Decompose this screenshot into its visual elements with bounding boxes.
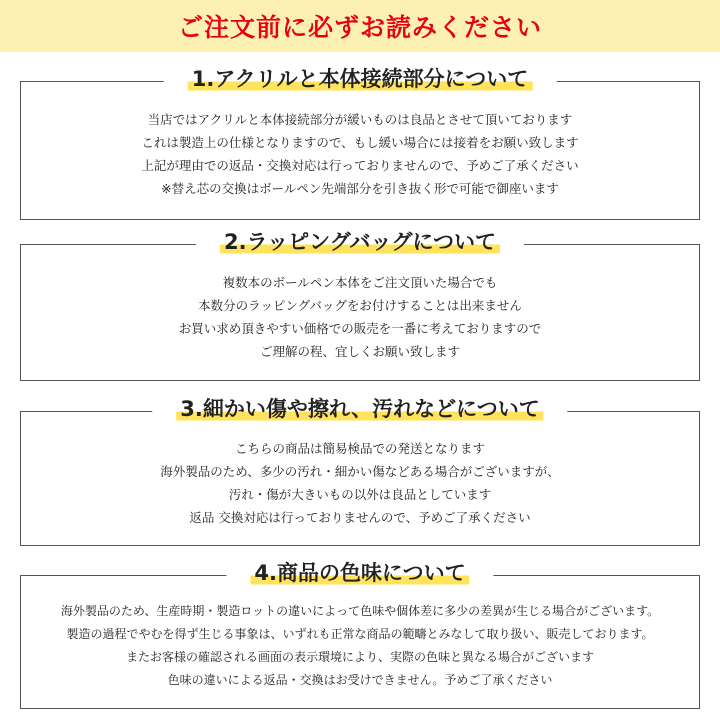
section-heading-text: 2.ラッピングバッグについて [220,226,500,256]
section-acrylic-connection [20,63,700,220]
section-scratches-dirt [20,393,700,546]
section-heading [196,226,524,256]
body-line: これは製造上の仕様となりますので、もし緩い場合には接着をお願い致します [141,135,579,150]
body-line: 海外製品のため、多少の汚れ・細かい傷などある場合がございますが、 [160,464,560,479]
body-line: 上記が理由での返品・交換対応は行っておりませんので、予めご了承ください [141,158,579,173]
body-line: 返品 交換対応は行っておりませんので、予めご了承ください [189,510,531,525]
section-heading-text: 1.アクリルと本体接続部分について [188,63,533,93]
body-line: 複数本のボールペン本体をご注文頂いた場合でも [222,275,498,290]
body-line: ※替え芯の交換はボールペン先端部分を引き抜く形で可能で御座います [161,181,559,196]
section-body [20,108,700,200]
section-heading [164,63,557,93]
body-line: ご理解の程、宜しくお願い致します [259,344,460,359]
section-heading [152,393,567,423]
body-line: 汚れ・傷が大きいもの以外は良品としています [228,487,492,502]
section-heading-text: 3.細かい傷や擦れ、汚れなどについて [176,393,543,423]
section-body [20,600,700,692]
section-heading [226,557,493,587]
body-line: 製造の過程でやむを得ず生じる事象は、いずれも正常な商品の範疇とみなして取り扱い、販売しております。 [66,627,654,641]
body-line: またお客様の確認される画面の表示環境により、実際の色味と異なる場合がございます [125,650,594,664]
notice-banner [0,0,720,52]
body-line: 色味の違いによる返品・交換はお受けできません。予めご了承ください [167,673,553,687]
section-product-color [20,557,700,709]
banner-title: ご注文前に必ずお読みください [177,13,542,42]
section-body [20,271,700,363]
body-line: 海外製品のため、生産時期・製造ロットの違いによって色味や個体差に多少の差異が生じる場合がございます。 [60,604,660,618]
section-wrapping-bag [20,226,700,381]
body-line: 当店ではアクリルと本体接続部分が緩いものは良品とさせて頂いております [147,112,573,127]
body-line: こちらの商品は簡易検品での発送となります [234,441,485,456]
section-heading-text: 4.商品の色味について [250,557,469,587]
section-body [20,437,700,529]
body-line: 本数分のラッピングバッグをお付けすることは出来ません [198,298,522,313]
body-line: お買い求め頂きやすい価格での販売を一番に考えておりますので [178,321,542,336]
